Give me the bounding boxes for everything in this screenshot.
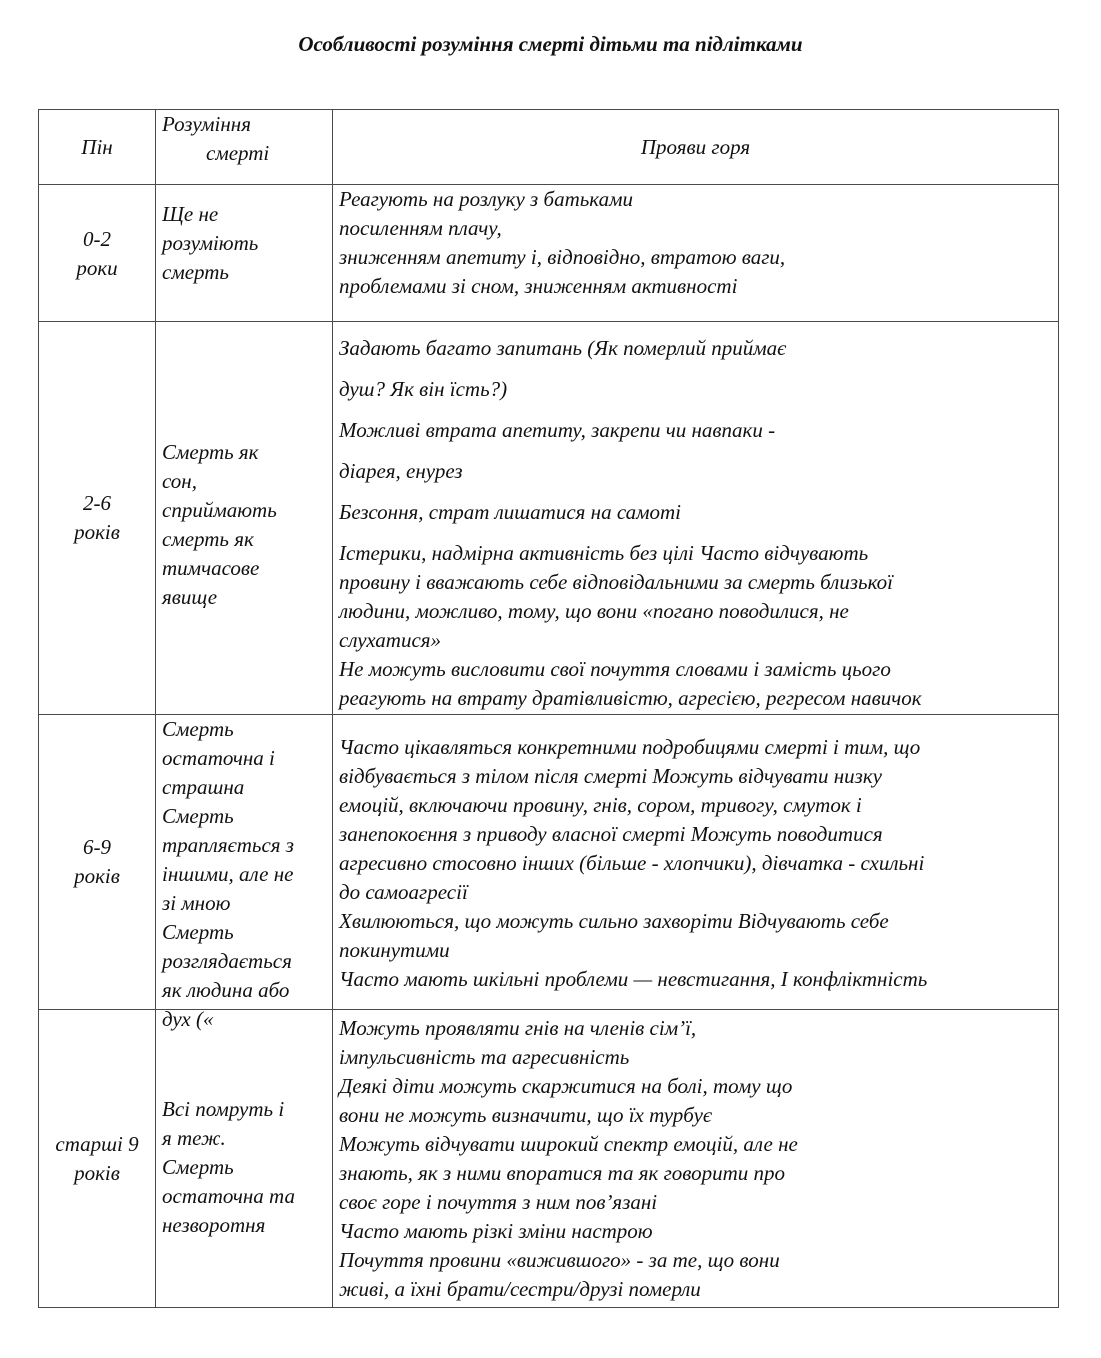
manifestation-line: Реагують на розлуку з батьками — [339, 187, 633, 211]
document-title: Особливості розуміння смерті дітьми та підлітками — [298, 32, 803, 56]
manifestation-line: до самоагресії — [339, 880, 468, 904]
table-header-row — [39, 110, 1059, 185]
understanding-text: смерть — [162, 260, 229, 284]
understanding-cell — [156, 715, 333, 1031]
understanding-text: сприймають — [162, 498, 277, 522]
header-age-label: Пін — [81, 134, 113, 159]
header-age — [39, 110, 156, 185]
manifestation-line: Деякі діти можуть скаржитися на болі, тому що — [339, 1074, 793, 1098]
manifestation-line: Хвилюються, що можуть сильно захворіти Відчувають себе — [339, 909, 889, 933]
manifestation-line: душ? Як він їсть?) — [339, 377, 508, 401]
understanding-text: остаточна і — [162, 746, 275, 770]
understanding-cell — [156, 322, 333, 715]
manifestations-cell — [333, 715, 1059, 1010]
manifestation-line: Безсоння, страт лишатися на самоті — [339, 500, 681, 524]
age-text: років — [74, 864, 120, 888]
age-text: роки — [76, 256, 118, 280]
header-understanding-line: смерті — [206, 141, 270, 165]
manifestation-line: емоцій, включаючи провину, гнів, сором, тривогу, смуток і — [339, 793, 862, 817]
age-text: 6-9 — [83, 835, 111, 859]
age-text: років — [74, 1160, 120, 1185]
manifestations-cell — [333, 185, 1059, 322]
grief-table — [38, 109, 1059, 1308]
manifestation-line: покинутими — [339, 938, 450, 962]
age-cell — [39, 185, 156, 322]
manifestation-line: реагують на втрату дратівливістю, агресією, регресом навичок — [339, 686, 922, 710]
understanding-text: іншими, але не — [162, 862, 294, 886]
table-row — [39, 1010, 1059, 1308]
manifestation-line: провину і вважають себе відповідальними за смерть близької — [339, 570, 893, 594]
manifestation-line: Часто мають шкільні проблеми — невстигання, І конфліктність — [339, 967, 928, 991]
manifestation-line: проблемами зі сном, зниженням активності — [339, 274, 738, 298]
understanding-text: Всі помруть і — [162, 1097, 285, 1121]
manifestation-line: Часто мають різкі зміни настрою — [339, 1219, 653, 1243]
manifestation-line: вони не можуть визначити, що їх турбує — [339, 1103, 713, 1127]
age-text: 0-2 — [83, 227, 111, 251]
manifestation-line: слухатися» — [339, 628, 442, 652]
understanding-cell — [156, 1010, 333, 1308]
manifestation-line: своє горе і почуття з ним пов’язані — [339, 1190, 658, 1214]
manifestation-line: Часто цікавляться конкретними подробицями смерті і тим, що — [339, 735, 921, 759]
manifestation-line: посиленням плачу, — [339, 216, 502, 240]
understanding-text: Смерть — [162, 920, 234, 944]
understanding-text: трапляється з — [162, 833, 294, 857]
manifestation-line: Задають багато запитань (Як померлий приймає — [339, 336, 787, 360]
header-manifestations — [333, 110, 1059, 185]
manifestation-line: імпульсивність та агресивність — [339, 1045, 630, 1069]
age-cell — [39, 715, 156, 1010]
manifestation-line: знають, як з ними впоратися та як говорити про — [339, 1161, 786, 1185]
understanding-text: явище — [162, 585, 218, 609]
manifestation-line: діарея, енурез — [339, 459, 463, 483]
understanding-text: розглядається — [162, 949, 292, 973]
manifestation-line: зниженням апетиту і, відповідно, втратою ваги, — [339, 245, 786, 269]
manifestations-cell — [333, 1010, 1059, 1308]
manifestation-line: людини, можливо, тому, що вони «погано поводилися, не — [339, 599, 849, 623]
understanding-text: Смерть — [162, 717, 234, 741]
understanding-text: смерть як — [162, 527, 254, 551]
table-row — [39, 715, 1059, 1010]
understanding-text: Ще не — [162, 202, 219, 226]
manifestation-line: Можуть проявляти гнів на членів сім’ї, — [339, 1016, 697, 1040]
manifestation-line: живі, а їхні брати/сестри/друзі померли — [339, 1277, 701, 1301]
age-text: років — [74, 520, 120, 544]
age-text: старші 9 — [55, 1131, 139, 1156]
manifestation-line: Не можуть висловити свої почуття словами і замість цього — [339, 657, 891, 681]
understanding-text: Смерть — [162, 804, 234, 828]
manifestation-line: агресивно стосовно інших (більше - хлопчики), дівчатка - схильні — [339, 851, 925, 875]
understanding-text: страшна — [162, 775, 245, 799]
table-row — [39, 322, 1059, 715]
understanding-clip — [162, 715, 326, 1031]
age-cell — [39, 1010, 156, 1308]
manifestation-line: Можливі втрата апетиту, закрепи чи навпаки - — [339, 418, 776, 442]
manifestation-line: відбувається з тілом після смерті Можуть відчувати низку — [339, 764, 882, 788]
manifestation-line: Почуття провини «вижившого» - за те, що вони — [339, 1248, 780, 1272]
manifestation-line: Істерики, надмірна активність без цілі Часто відчувають — [339, 541, 869, 565]
understanding-text: розуміють — [162, 231, 259, 255]
understanding-text: Смерть — [162, 1155, 234, 1179]
header-understanding-line: Розуміння — [162, 112, 251, 136]
header-understanding — [156, 110, 333, 185]
understanding-text: я теж. — [162, 1126, 226, 1150]
understanding-text: дух (« — [162, 1007, 214, 1031]
understanding-text: зі мною — [162, 891, 231, 915]
understanding-text: остаточна та — [162, 1184, 295, 1208]
manifestation-line: занепокоєння з приводу власної смерті Можуть поводитися — [339, 822, 883, 846]
understanding-text: сон, — [162, 469, 197, 493]
understanding-text: Смерть як — [162, 440, 259, 464]
age-cell — [39, 322, 156, 715]
understanding-text: як людина або — [162, 978, 290, 1002]
table-row — [39, 185, 1059, 322]
understanding-text: тимчасове — [162, 556, 260, 580]
understanding-cell — [156, 185, 333, 322]
manifestation-line: Можуть відчувати широкий спектр емоцій, але не — [339, 1132, 798, 1156]
age-text: 2-6 — [83, 491, 111, 515]
header-manifestations-label: Прояви горя — [640, 134, 751, 159]
understanding-text: незворотня — [162, 1213, 266, 1237]
manifestations-cell — [333, 322, 1059, 715]
